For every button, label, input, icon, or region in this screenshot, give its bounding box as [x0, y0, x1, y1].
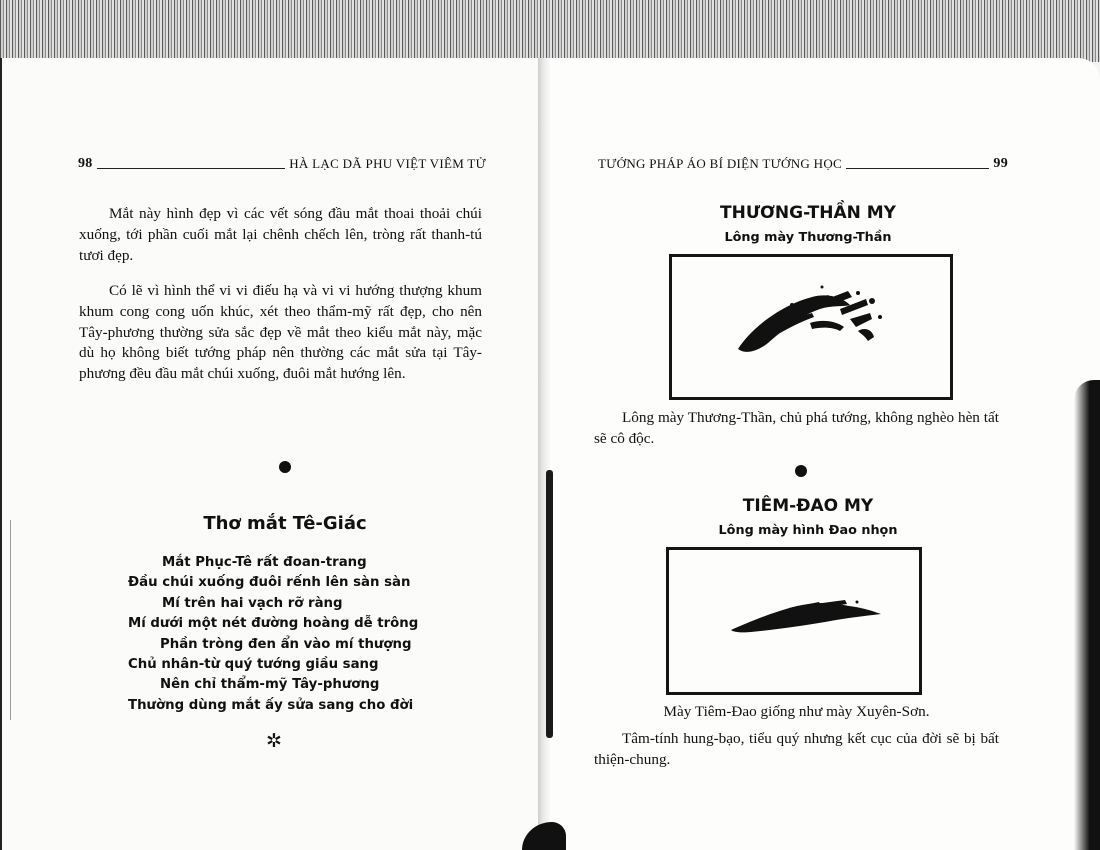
poem-line: Chủ nhân-từ quý tướng giầu sang: [128, 657, 379, 673]
poem-line: Đầu chúi xuống đuôi rếnh lên sàn sàn: [128, 575, 411, 591]
section-caption: Mày Tiêm-Đao giống như mày Xuyên-Sơn.: [663, 703, 930, 720]
head-rule: [97, 168, 286, 169]
section-bullet: [279, 461, 291, 473]
section-title: THƯƠNG-THẦN MY: [720, 203, 896, 223]
poem-line: Mắt Phục-Tê rất đoan-trang: [162, 555, 367, 570]
page-edge-shadow: [1074, 380, 1100, 850]
scan-artifact-top: [0, 0, 1100, 62]
paragraph-2: Có lẽ vì hình thể vi vi điếu hạ và vi vi hướng thượng khum khum cong cong uốn khúc, xét theo thẩm-mỹ rất đẹp, cho nên Tây-phương thường sửa sắc đẹp về mắt theo kiểu mắt này, mặc dù họ không biết tướng pháp nên thường các mắt sửa tại Tây-phương đều đầu mắt chúi xuống, đuôi mắt hướng lên.: [79, 282, 482, 383]
section-title: TIÊM-ĐAO MY: [742, 496, 874, 516]
ornament-icon: ✲: [266, 731, 282, 752]
poem-line: Mí trên hai vạch rỡ ràng: [162, 595, 343, 611]
eyebrow-illustration-frame: [669, 254, 953, 400]
thuong-than-eyebrow-illustration: [672, 257, 950, 397]
margin-mark: [10, 520, 11, 720]
section-note: Tâm-tính hung-bạo, tiểu quý nhưng kết cục của đời sẽ bị bất thiện-chung.: [594, 730, 999, 768]
left-running-head: [78, 156, 486, 172]
right-page-number: 99: [993, 156, 1008, 171]
poem-line: Nên chỉ thẩm-mỹ Tây-phương: [160, 677, 380, 693]
paragraph-1: Mắt này hình đẹp vì các vết sóng đầu mắt thoai thoải chúi xuống, tới phần cuối mắt lại chênh chếch lên, tròng rất thanh-tú tươi đẹp.: [79, 205, 482, 264]
poem-title: Thơ mắt Tê-Giác: [203, 513, 367, 534]
section-bullet: [795, 465, 807, 477]
poem-line: Mí dưới một nét đường hoàng dễ trông: [128, 616, 419, 632]
eyebrow-illustration-frame: [666, 547, 922, 695]
head-rule: [846, 168, 989, 169]
tiem-dao-eyebrow-illustration: [669, 550, 919, 692]
left-running-title: HÀ LẠC DÃ PHU VIỆT VIÊM TỬ: [289, 156, 486, 171]
section-subtitle: Lông mày Thương-Thần: [724, 230, 892, 245]
section-subtitle: Lông mày hình Đao nhọn: [718, 523, 898, 538]
poem-line: Thường dùng mắt ấy sửa sang cho đời: [128, 697, 414, 713]
section-caption: Lông mày Thương-Thần, chủ phá tướng, không nghèo hèn tất sẽ cô độc.: [594, 409, 999, 447]
poem-line: Phần tròng đen ẩn vào mí thượng: [160, 636, 412, 652]
right-running-title: TƯỚNG PHÁP ÁO BÍ DIỆN TƯỚNG HỌC: [598, 156, 842, 171]
right-running-head: [598, 156, 1008, 172]
spine-shadow: [546, 470, 553, 738]
left-page-number: 98: [78, 156, 93, 171]
poem: [128, 553, 438, 716]
